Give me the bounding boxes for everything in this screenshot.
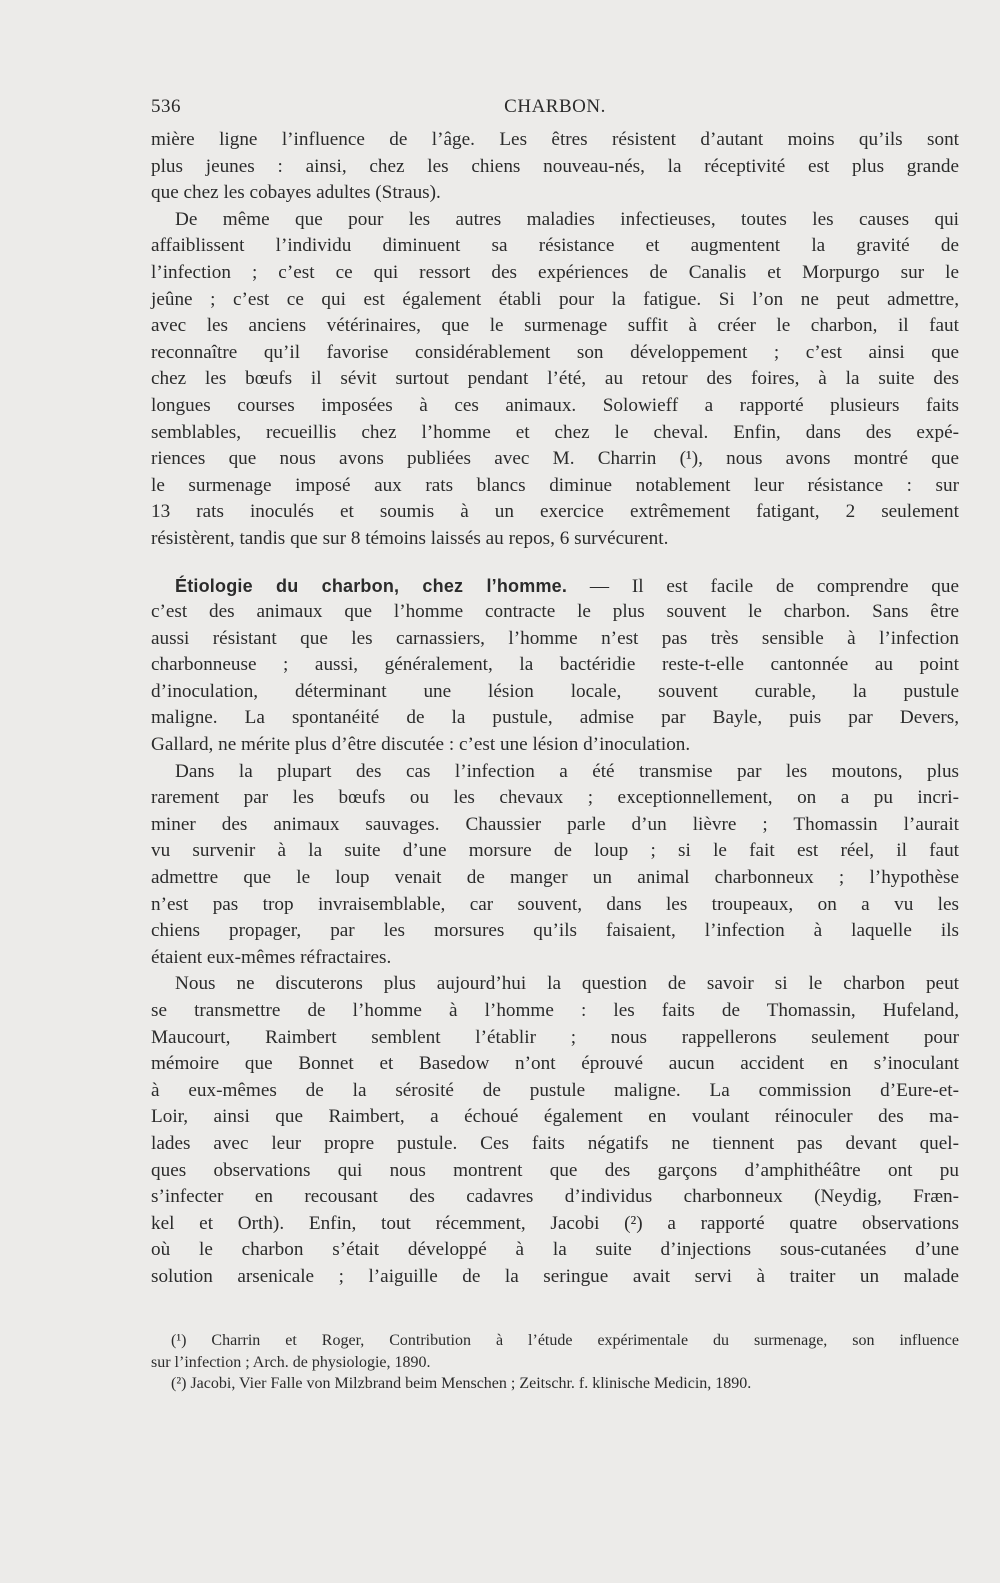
section-heading: Étiologie du charbon, chez l’homme.: [175, 575, 568, 596]
text-line: affaiblissent l’individu diminuent sa résistance et augmentent la gravité de: [151, 235, 959, 257]
text-line: Maucourt, Raimbert semblent l’établir ; nous rappellerons seulement pour: [151, 1026, 959, 1048]
footnote-line: (¹) Charrin et Roger, Contribution à l’étude expérimentale du surmenage, son influence: [171, 1332, 959, 1349]
text-line: s’infecter en recousant des cadavres d’individus charbonneux (Neydig, Fræn-: [151, 1186, 959, 1208]
text-line: l’infection ; c’est ce qui ressort des expériences de Canalis et Morpurgo sur le: [151, 261, 959, 283]
section-block: [151, 573, 959, 1291]
text-line: avec les anciens vétérinaires, que le surmenage suffit à créer le charbon, il faut: [151, 315, 959, 337]
text-line: Loir, ainsi que Raimbert, a échoué également en voulant réinoculer des ma-: [151, 1106, 959, 1128]
text-line: à eux-mêmes de la sérosité de pustule maligne. La commission d’Eure-et-: [151, 1079, 959, 1101]
text-line: kel et Orth). Enfin, tout récemment, Jacobi (²) a rapporté quatre observations: [151, 1212, 959, 1234]
text-line: c’est des animaux que l’homme contracte le plus souvent le charbon. Sans être: [151, 601, 959, 623]
text-line: maligne. La spontanéité de la pustule, admise par Bayle, puis par Devers,: [151, 707, 959, 729]
page-number: 536: [151, 96, 181, 117]
text-line: mière ligne l’influence de l’âge. Les êtres résistent d’autant moins qu’ils sont: [151, 129, 959, 150]
text-line: ques observations qui nous montrent que des garçons d’amphithéâtre ont pu: [151, 1159, 959, 1181]
text-line: étaient eux-mêmes réfractaires.: [151, 946, 392, 968]
main-text: [151, 127, 959, 1291]
text-line: mémoire que Bonnet et Basedow n’ont éprouvé aucun accident en s’inoculant: [151, 1053, 959, 1075]
text-line: lades avec leur propre pustule. Ces faits négatifs ne tiennent pas devant quel-: [151, 1132, 959, 1154]
text-line: riences que nous avons publiées avec M. Charrin (¹), nous avons montré que: [151, 448, 959, 470]
text-line: 13 rats inoculés et soumis à un exercice extrêmement fatigant, 2 seulement: [151, 501, 959, 523]
paragraph-block: [151, 127, 959, 553]
text-line: Gallard, ne mérite plus d’être discutée : c’est une lésion d’inoculation.: [151, 734, 691, 756]
section-gap: [151, 553, 959, 573]
running-title: CHARBON.: [504, 96, 606, 117]
text-line: chiens propager, par les morsures qu’ils faisaient, l’infection à laquelle ils: [151, 920, 959, 942]
text-line: vu survenir à la suite d’une morsure de loup ; si le fait est réel, il faut: [151, 840, 959, 862]
text-line: Dans la plupart des cas l’infection a été transmise par les moutons, plus: [175, 760, 959, 782]
text-line: rarement par les bœufs ou les chevaux ; exceptionnellement, on a pu incri-: [151, 787, 959, 809]
text-line: jeûne ; c’est ce qui est également établi pour la fatigue. Si l’on ne peut admettre,: [151, 288, 959, 310]
text-line: De même que pour les autres maladies infectieuses, toutes les causes qui: [175, 208, 959, 230]
text-line: solution arsenicale ; l’aiguille de la seringue avait servi à traiter un malade: [151, 1265, 959, 1287]
text-line: plus jeunes : ainsi, chez les chiens nouveau-nés, la réceptivité est plus grande: [151, 155, 959, 177]
page-header: [151, 96, 959, 120]
text-line: semblables, recueillis chez l’homme et chez le cheval. Enfin, dans des expé-: [151, 421, 959, 443]
text-line: se transmettre de l’homme à l’homme : les faits de Thomassin, Hufeland,: [151, 1000, 959, 1021]
text-line: miner des animaux sauvages. Chaussier parle d’un lièvre ; Thomassin l’aurait: [151, 813, 959, 835]
text-line: admettre que le loup venait de manger un animal charbonneux ; l’hypothèse: [151, 867, 959, 889]
text-line: charbonneuse ; aussi, généralement, la bactéridie reste-t-elle cantonnée au point: [151, 654, 959, 676]
text-line: [151, 573, 959, 600]
text-line: aussi résistant que les carnassiers, l’homme n’est pas très sensible à l’infection: [151, 627, 959, 649]
text-line: longues courses imposées à ces animaux. Solowieff a rapporté plusieurs faits: [151, 394, 959, 416]
text-run: — Il est facile de comprendre que: [589, 575, 960, 597]
text-line: Nous ne discuterons plus aujourd’hui la question de savoir si le charbon peut: [175, 973, 959, 995]
text-line: où le charbon s’était développé à la suite d’injections sous-cutanées d’une: [151, 1239, 959, 1261]
footnote-line: (²) Jacobi, Vier Falle von Milzbrand beim Menschen ; Zeitschr. f. klinische Medicin, 1890.: [171, 1375, 752, 1392]
text-line: résistèrent, tandis que sur 8 témoins laissés au repos, 6 survécurent.: [151, 527, 669, 549]
text-line: que chez les cobayes adultes (Straus).: [151, 182, 441, 204]
text-line: n’est pas trop invraisemblable, car souvent, dans les troupeaux, on a vu les: [151, 893, 959, 915]
text-line: le surmenage imposé aux rats blancs diminue notablement leur résistance : sur: [151, 474, 959, 496]
text-line: chez les bœufs il sévit surtout pendant l’été, au retour des foires, à la suite des: [151, 368, 959, 390]
text-line: reconnaître qu’il favorise considérablement son développement ; c’est ainsi que: [151, 341, 959, 363]
footnotes: [151, 1330, 959, 1395]
text-line: d’inoculation, déterminant une lésion locale, souvent curable, la pustule: [151, 680, 959, 702]
footnote-line: sur l’infection ; Arch. de physiologie, 1890.: [151, 1353, 431, 1371]
